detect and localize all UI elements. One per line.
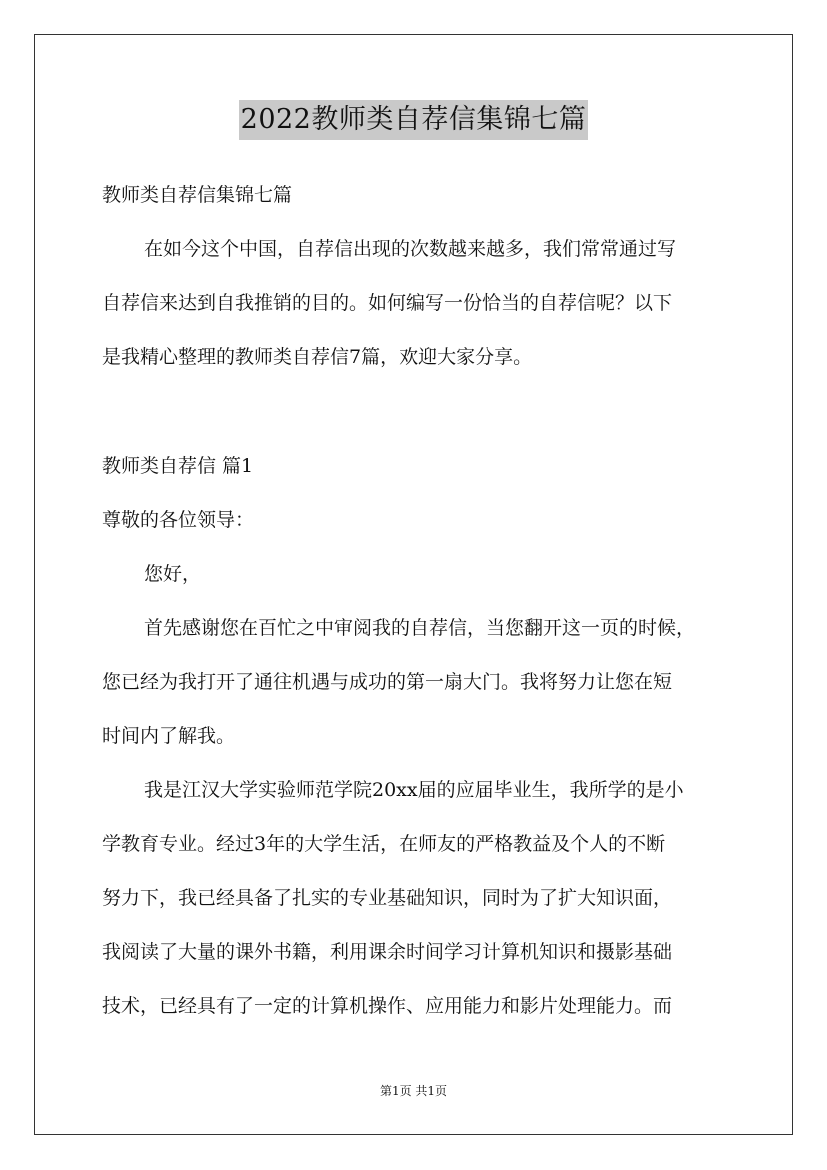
paragraph1-line-3: 时间内了解我。: [102, 725, 236, 747]
greeting: 您好，: [144, 563, 202, 585]
document-subtitle: 教师类自荐信集锦七篇: [102, 184, 293, 206]
paragraph1-line-1: 首先感谢您在百忙之中审阅我的自荐信，当您翻开这一页的时候，: [144, 617, 696, 639]
intro-line-1: 在如今这个中国，自荐信出现的次数越来越多，我们常常通过写: [144, 238, 677, 260]
page-number-footer: 第1页 共1页: [379, 1084, 448, 1098]
intro-line-3: 是我精心整理的教师类自荐信7篇，欢迎大家分享。: [102, 346, 533, 368]
document-title: 2022教师类自荐信集锦七篇: [239, 100, 589, 140]
title-container: [0, 100, 827, 140]
section-heading: 教师类自荐信 篇1: [102, 455, 254, 477]
paragraph2-line-2: 学教育专业。经过3年的大学生活，在师友的严格教益及个人的不断: [102, 833, 666, 855]
paragraph2-line-3: 努力下，我已经具备了扎实的专业基础知识，同时为了扩大知识面，: [102, 887, 673, 909]
paragraph1-line-2: 您已经为我打开了通往机遇与成功的第一扇大门。我将努力让您在短: [102, 671, 673, 693]
paragraph2-line-1: 我是江汉大学实验师范学院20xx届的应届毕业生，我所学的是小: [144, 779, 684, 801]
salutation: 尊敬的各位领导：: [102, 509, 255, 531]
paragraph2-line-4: 我阅读了大量的课外书籍，利用课余时间学习计算机知识和摄影基础: [102, 941, 673, 963]
paragraph2-line-5: 技术，已经具有了一定的计算机操作、应用能力和影片处理能力。而: [102, 995, 673, 1017]
intro-line-2: 自荐信来达到自我推销的目的。如何编写一份恰当的自荐信呢？以下: [102, 292, 673, 314]
